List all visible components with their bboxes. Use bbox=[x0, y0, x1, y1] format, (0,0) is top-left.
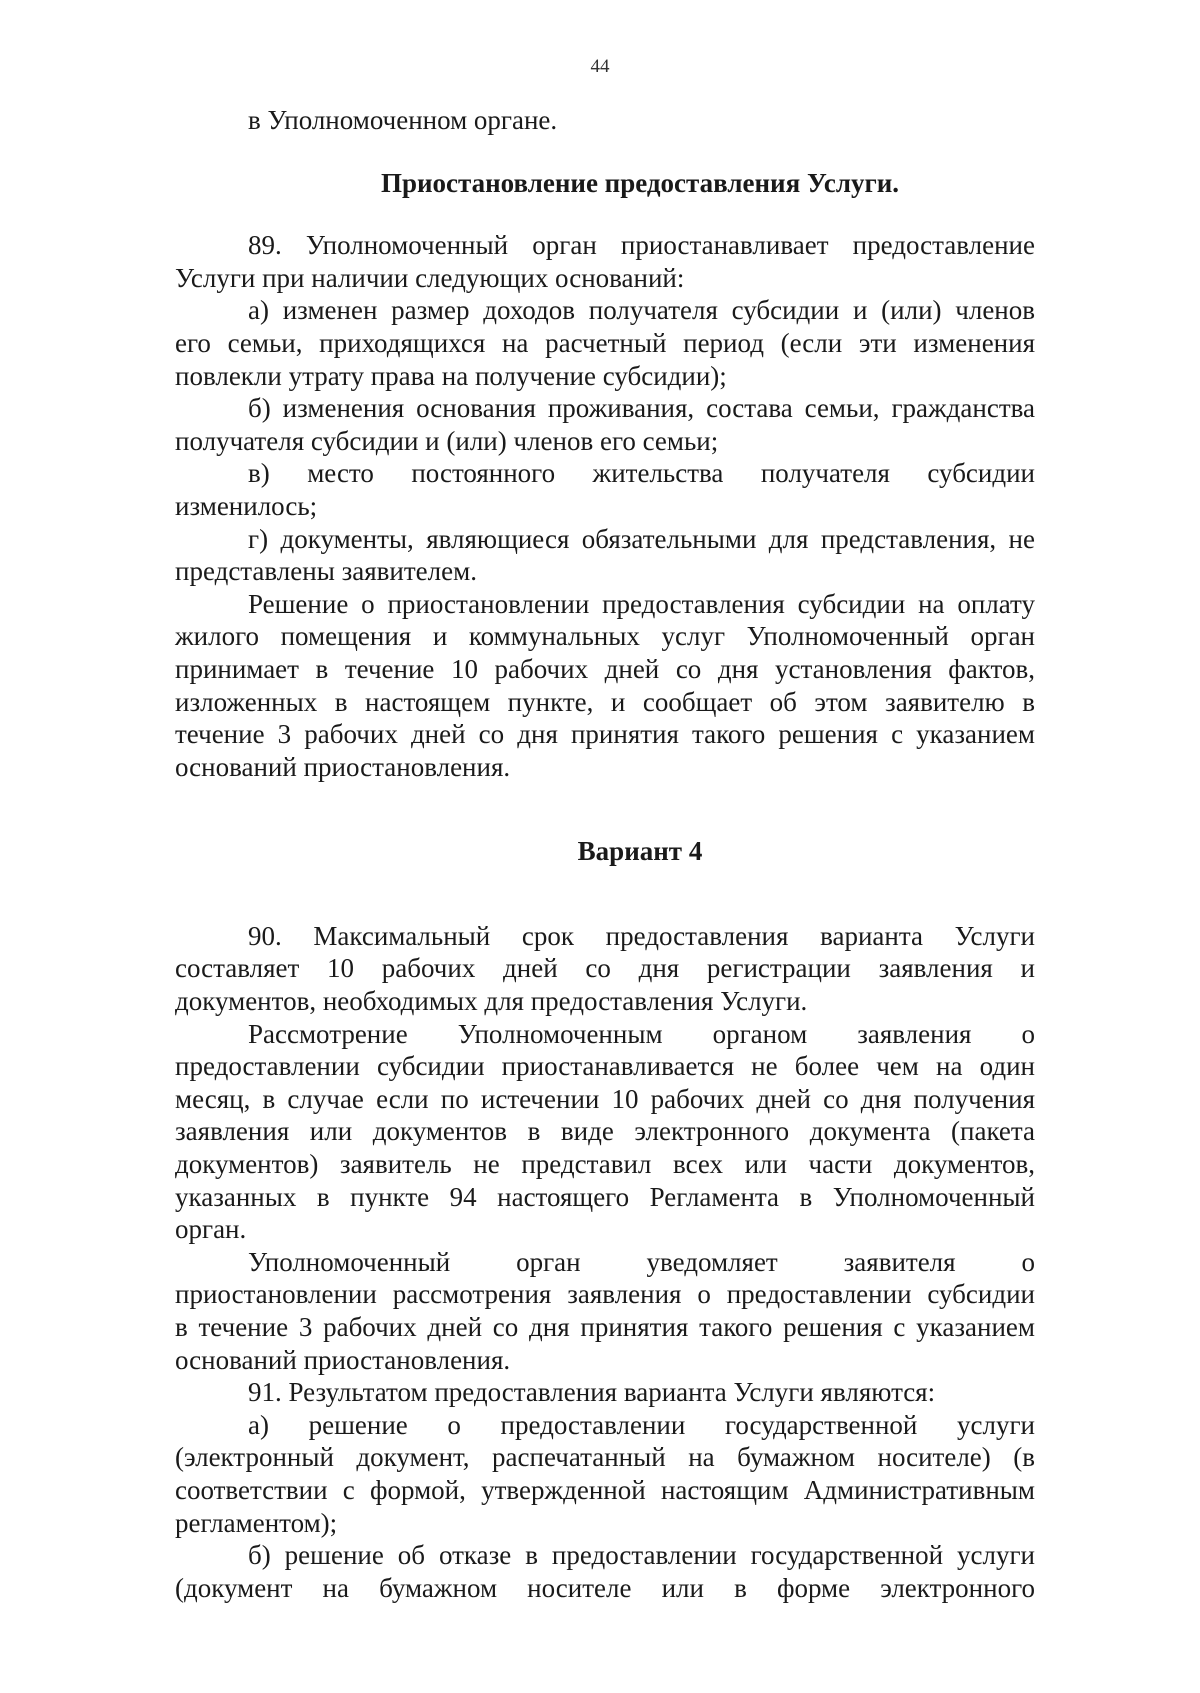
result-item-a-line: регламентом); bbox=[175, 1507, 338, 1538]
paragraph-90-line: документов, необходимых для предоставления Услуги. bbox=[175, 986, 808, 1017]
paragraph-91-line: 91. Результатом предоставления варианта Услуги являются: bbox=[248, 1377, 936, 1408]
result-item-b-line: (документ на бумажном носителе или в форме электронного bbox=[175, 1572, 1035, 1603]
notify-paragraph-line: приостановлении рассмотрения заявления о предоставлении субсидии bbox=[175, 1279, 1035, 1310]
item-a-line: его семьи, приходящихся на расчетный период (если эти изменения bbox=[175, 327, 1035, 358]
text-line: в Уполномоченном органе. bbox=[248, 105, 558, 135]
result-item-b-line: б) решение об отказе в предоставлении государственной услуги bbox=[248, 1540, 1035, 1571]
item-v-line: в) место постоянного жительства получателя субсидии bbox=[248, 458, 1035, 489]
notify-paragraph-line: Уполномоченный орган уведомляет заявителя о bbox=[248, 1246, 1035, 1277]
paragraph-89-line: Услуги при наличии следующих оснований: bbox=[175, 262, 685, 293]
item-b-line: б) изменения основания проживания, состава семьи, гражданства bbox=[248, 393, 1035, 424]
decision-paragraph-line: жилого помещения и коммунальных услуг Уполномоченный орган bbox=[175, 621, 1035, 652]
decision-paragraph-line: течение 3 рабочих дней со дня принятия такого решения с указанием bbox=[175, 719, 1035, 750]
decision-paragraph-line: Решение о приостановлении предоставления субсидии на оплату bbox=[248, 588, 1035, 619]
section-heading-suspension: Приостановление предоставления Услуги. bbox=[380, 167, 900, 198]
section-heading-variant-4: Вариант 4 bbox=[577, 836, 703, 867]
item-g-line: представлены заявителем. bbox=[175, 556, 477, 587]
decision-paragraph-line: принимает в течение 10 рабочих дней со дня установления фактов, bbox=[175, 653, 1035, 684]
decision-paragraph-line: оснований приостановления. bbox=[175, 751, 511, 782]
result-item-a-line: а) решение о предоставлении государственной услуги bbox=[248, 1409, 1035, 1440]
item-a-line: а) изменен размер доходов получателя субсидии и (или) членов bbox=[248, 295, 1035, 326]
decision-paragraph-line: изложенных в настоящем пункте, и сообщает об этом заявителю в bbox=[175, 686, 1035, 717]
item-v-line: изменилось; bbox=[175, 490, 318, 521]
notify-paragraph-line: в течение 3 рабочих дней со дня принятия такого решения с указанием bbox=[175, 1312, 1035, 1342]
review-paragraph-line: документов) заявитель не представил всех или части документов, bbox=[175, 1149, 1035, 1180]
review-paragraph-line: указанных в пункте 94 настоящего Регламента в Уполномоченный bbox=[175, 1181, 1035, 1212]
result-item-a-line: соответствии с формой, утвержденной настоящим Административным bbox=[175, 1474, 1035, 1505]
review-paragraph-line: предоставлении субсидии приостанавливается не более чем на один bbox=[175, 1051, 1035, 1082]
item-g-line: г) документы, являющиеся обязательными для представления, не bbox=[248, 523, 1035, 554]
page-number: 44 bbox=[590, 56, 610, 77]
document-body bbox=[175, 104, 1035, 1604]
review-paragraph-line: орган. bbox=[175, 1214, 247, 1245]
result-item-a-line: (электронный документ, распечатанный на бумажном носителе) (в bbox=[175, 1442, 1035, 1473]
paragraph-90-line: 90. Максимальный срок предоставления варианта Услуги bbox=[248, 920, 1035, 951]
review-paragraph-line: Рассмотрение Уполномоченным органом заявления о bbox=[248, 1018, 1035, 1049]
review-paragraph-line: месяц, в случае если по истечении 10 рабочих дней со дня получения bbox=[175, 1083, 1035, 1114]
paragraph-89-line: 89. Уполномоченный орган приостанавливает предоставление bbox=[248, 230, 1035, 261]
paragraph-90-line: составляет 10 рабочих дней со дня регистрации заявления и bbox=[175, 953, 1035, 984]
notify-paragraph-line: оснований приостановления. bbox=[175, 1344, 511, 1375]
item-b-line: получателя субсидии и (или) членов его семьи; bbox=[175, 425, 719, 456]
review-paragraph-line: заявления или документов в виде электронного документа (пакета bbox=[175, 1116, 1035, 1147]
item-a-line: повлекли утрату права на получение субсидии); bbox=[175, 360, 727, 391]
